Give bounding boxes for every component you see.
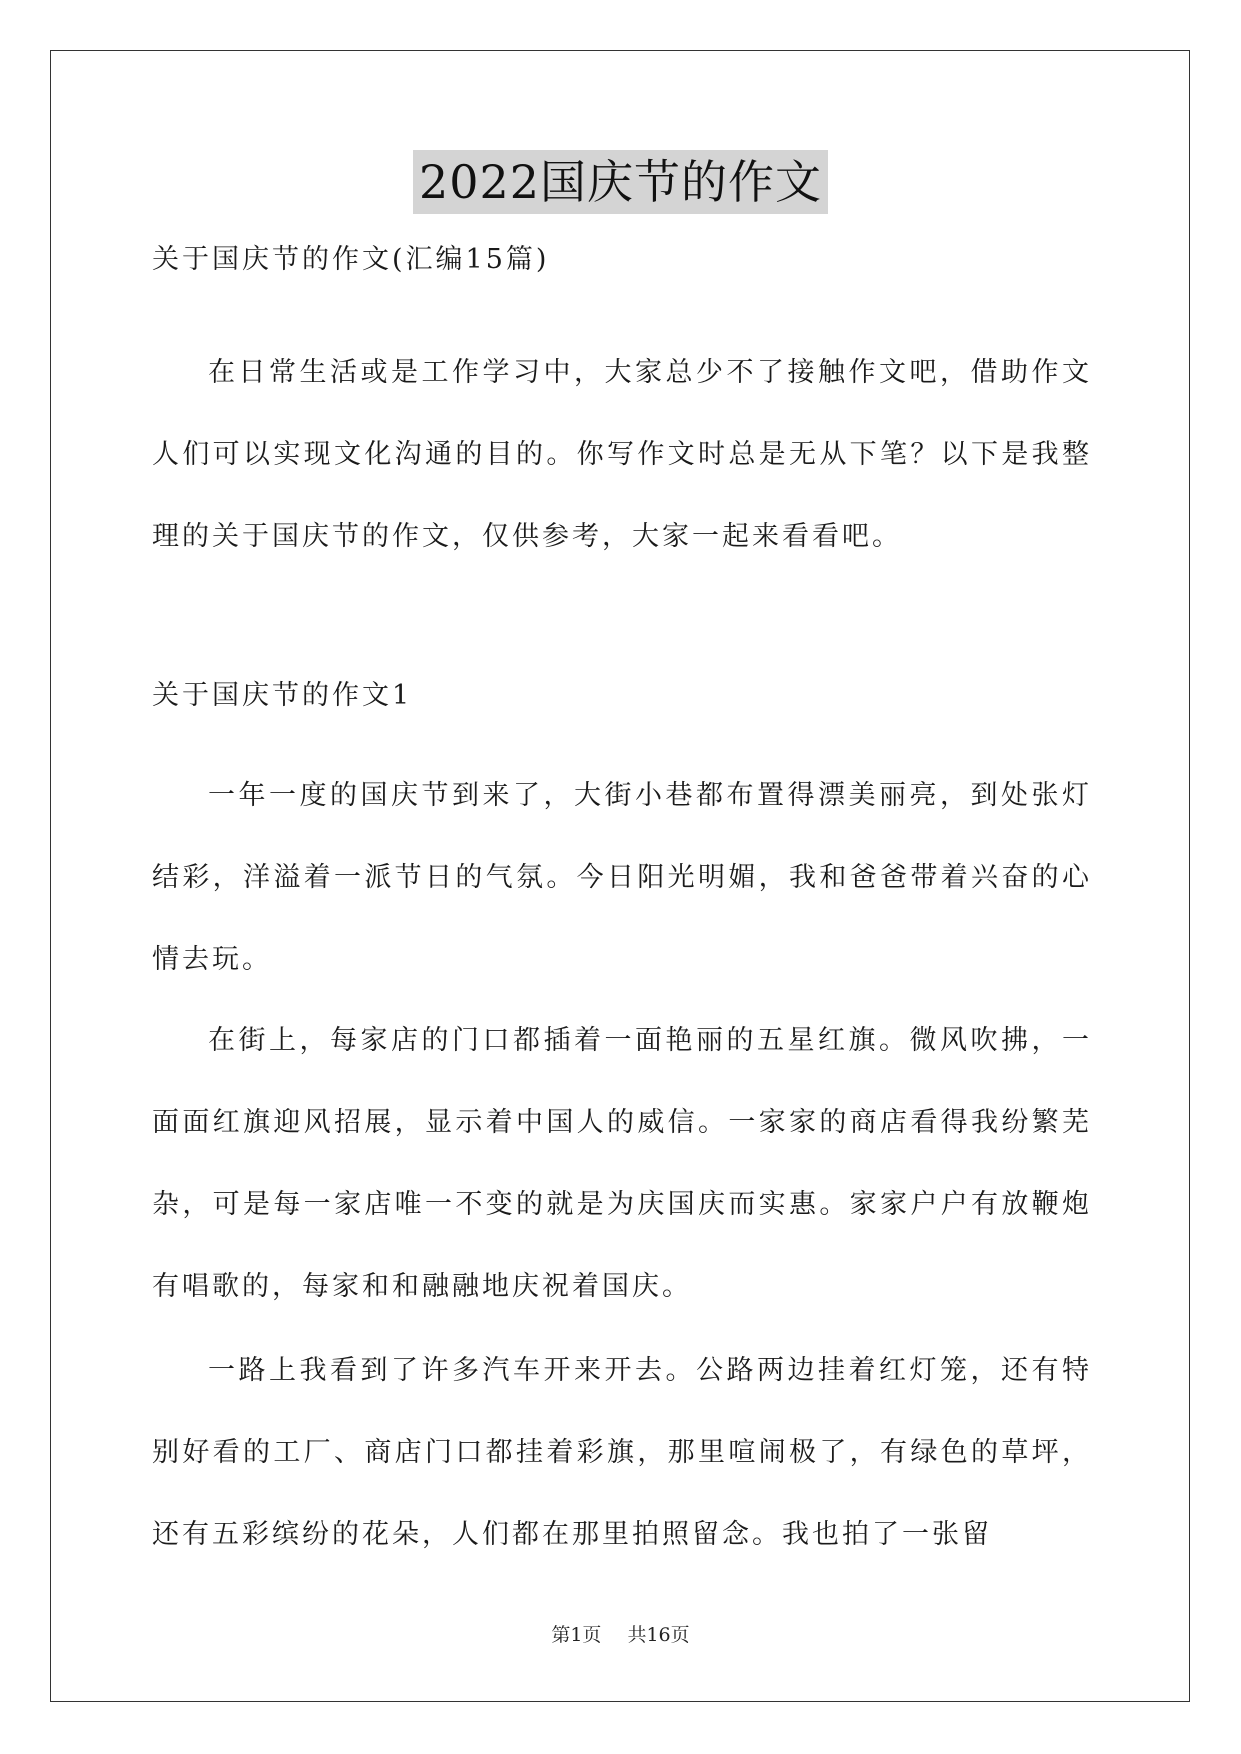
page-footer <box>0 1620 1241 1647</box>
paragraph-3: 一路上我看到了许多汽车开来开去。公路两边挂着红灯笼，还有特别好看的工厂、商店门口都挂着彩旗，那里喧闹极了，有绿色的草坪，还有五彩缤纷的花朵，人们都在那里拍照留念。我也拍了一张留 <box>152 1355 1092 1550</box>
page-total: 共16页 <box>627 1624 690 1646</box>
document-subtitle: 关于国庆节的作文(汇编15篇) <box>152 244 550 275</box>
paragraph-2: 在街上，每家店的门口都插着一面艳丽的五星红旗。微风吹拂，一面面红旗迎风招展，显示着中国人的威信。一家家的商店看得我纷繁芜杂，可是每一家店唯一不变的就是为庆国庆而实惠。家家户户有放鞭炮有唱歌的，每家和和融融地庆祝着国庆。 <box>152 1025 1092 1302</box>
document-title: 2022国庆节的作文 <box>413 150 828 214</box>
title-container <box>0 150 1241 214</box>
intro-paragraph: 在日常生活或是工作学习中，大家总少不了接触作文吧，借助作文人们可以实现文化沟通的目的。你写作文时总是无从下笔？以下是我整理的关于国庆节的作文，仅供参考，大家一起来看看吧。 <box>152 357 1092 552</box>
paragraph-1: 一年一度的国庆节到来了，大街小巷都布置得漂美丽亮，到处张灯结彩，洋溢着一派节日的气氛。今日阳光明媚，我和爸爸带着兴奋的心情去玩。 <box>152 780 1092 975</box>
page-number: 第1页 <box>551 1624 602 1646</box>
section-heading: 关于国庆节的作文1 <box>152 680 413 711</box>
